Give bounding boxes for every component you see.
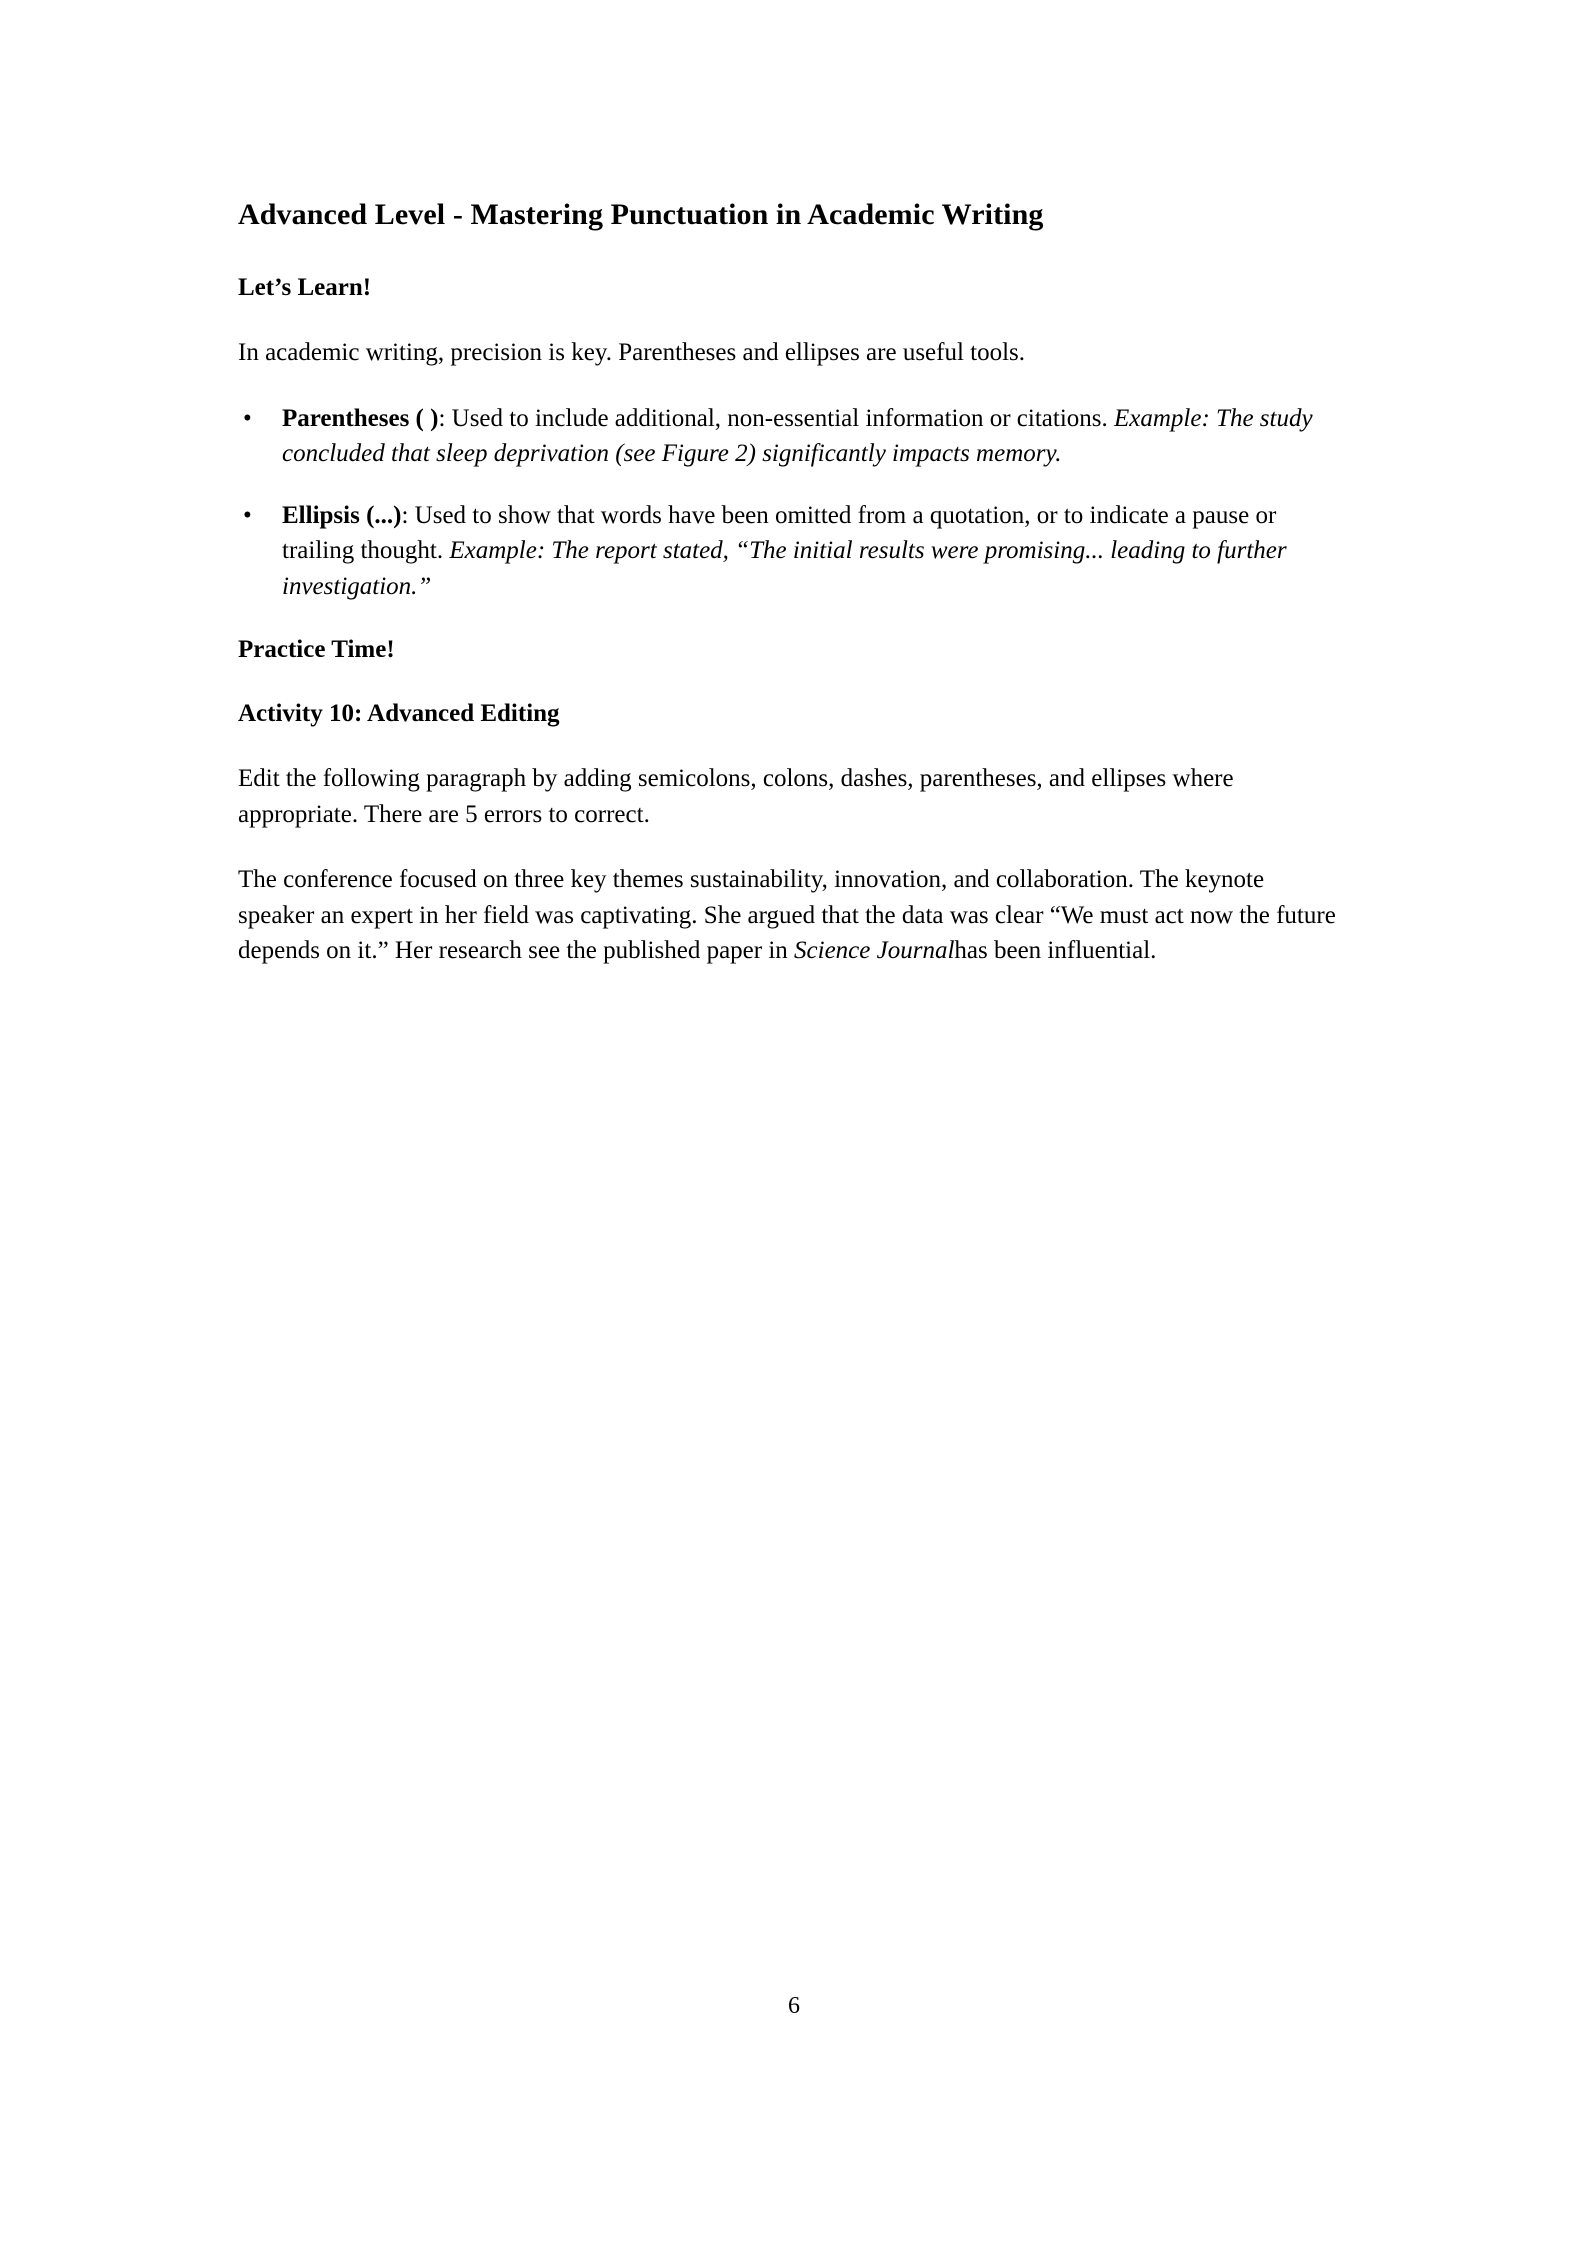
exercise-text-part-one: The conference focused on three key themes sustainability, innovation, and collaboration. The keynote speaker an expert in her field was captivating. She argued that the data was clear “We must act now the future depends on it.” Her research see the published paper in: [238, 866, 1336, 964]
page-title: Advanced Level - Mastering Punctuation in Academic Writing: [238, 198, 1044, 231]
section-heading-lets-learn: Let’s Learn!: [238, 273, 372, 301]
exercise-journal-title: Science Journal: [794, 937, 955, 964]
list-item: [238, 401, 1346, 472]
punctuation-bullet-list: [238, 401, 1346, 605]
page-number: 6: [788, 1993, 800, 2019]
bullet-example-ellipsis: Example: The report stated, “The initial results were promising... leading to further investigation.”: [282, 537, 1287, 600]
exercise-paragraph: [238, 862, 1346, 969]
bullet-marker-icon: •: [243, 501, 252, 529]
bullet-definition-ellipsis: : Used to show that words have been omitted from a quotation, or to indicate a pause or trailing thought.: [282, 501, 1277, 564]
list-item: [238, 498, 1346, 605]
section-heading-practice-time: Practice Time!: [238, 636, 395, 663]
activity-instructions: Edit the following paragraph by adding semicolons, colons, dashes, parentheses, and ellipses where appropriate. There are 5 errors to correct.: [238, 765, 1234, 828]
intro-paragraph: In academic writing, precision is key. Parentheses and ellipses are useful tools.: [238, 339, 1026, 366]
section-heading-activity: Activity 10: Advanced Editing: [238, 699, 560, 727]
exercise-text-part-two: has been influential.: [954, 937, 1157, 964]
bullet-term-ellipsis: Ellipsis (...): [282, 501, 402, 529]
bullet-term-parentheses: Parentheses ( ): [282, 404, 439, 432]
document-content: [238, 196, 1346, 999]
bullet-definition-parentheses: : Used to include additional, non-essential information or citations.: [438, 404, 1108, 432]
bullet-marker-icon: •: [243, 404, 252, 432]
bullet-example-parentheses: Example: The study concluded that sleep deprivation (see Figure 2) significantly impacts memory.: [282, 404, 1313, 467]
